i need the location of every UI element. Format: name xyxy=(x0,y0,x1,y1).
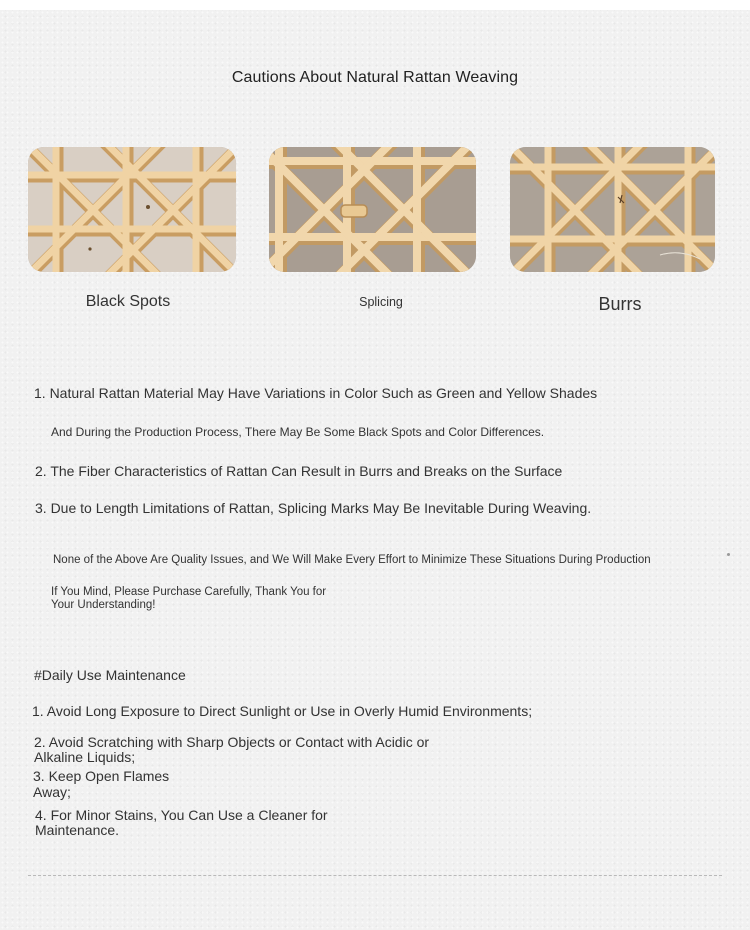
maintenance-item-3-line-1: 3. Keep Open Flames xyxy=(33,768,170,784)
caution-item-1: 1. Natural Rattan Material May Have Variations in Color Such as Green and Yellow Shades xyxy=(34,385,598,401)
maintenance-item-1: 1. Avoid Long Exposure to Direct Sunlight or Use in Overly Humid Environments; xyxy=(32,703,533,719)
black-spots-image xyxy=(28,147,236,272)
caution-item-2: 2. The Fiber Characteristics of Rattan Can Result in Burrs and Breaks on the Surface xyxy=(35,463,563,479)
maintenance-item-2-line-2: Alkaline Liquids; xyxy=(34,749,136,765)
burrs-image xyxy=(510,147,715,272)
maintenance-item-3-line-2: Away; xyxy=(33,784,71,800)
purchase-note-line-1: If You Mind, Please Purchase Carefully, Thank You for xyxy=(51,586,327,598)
maintenance-item-4-line-2: Maintenance. xyxy=(35,822,120,838)
black-spots-caption: Black Spots xyxy=(85,293,171,310)
splicing-caption: Splicing xyxy=(359,295,403,309)
page-title: Cautions About Natural Rattan Weaving xyxy=(231,69,519,86)
maintenance-heading: #Daily Use Maintenance xyxy=(34,667,186,683)
caution-item-3: 3. Due to Length Limitations of Rattan, Splicing Marks May Be Inevitable During Weaving. xyxy=(35,500,592,516)
splicing-image xyxy=(269,147,476,272)
caution-item-1-note: And During the Production Process, There May Be Some Black Spots and Color Differences. xyxy=(51,425,545,439)
quality-note: None of the Above Are Quality Issues, and We Will Make Every Effort to Minimize These Situations During Production xyxy=(53,554,651,566)
dashed-divider xyxy=(28,875,722,876)
stray-dot xyxy=(727,553,730,556)
maintenance-item-2-line-1: 2. Avoid Scratching with Sharp Objects or Contact with Acidic or xyxy=(34,734,430,750)
maintenance-item-4-line-1: 4. For Minor Stains, You Can Use a Cleaner for xyxy=(35,807,328,823)
purchase-note-line-2: Your Understanding! xyxy=(51,599,156,611)
burrs-caption: Burrs xyxy=(598,294,642,314)
